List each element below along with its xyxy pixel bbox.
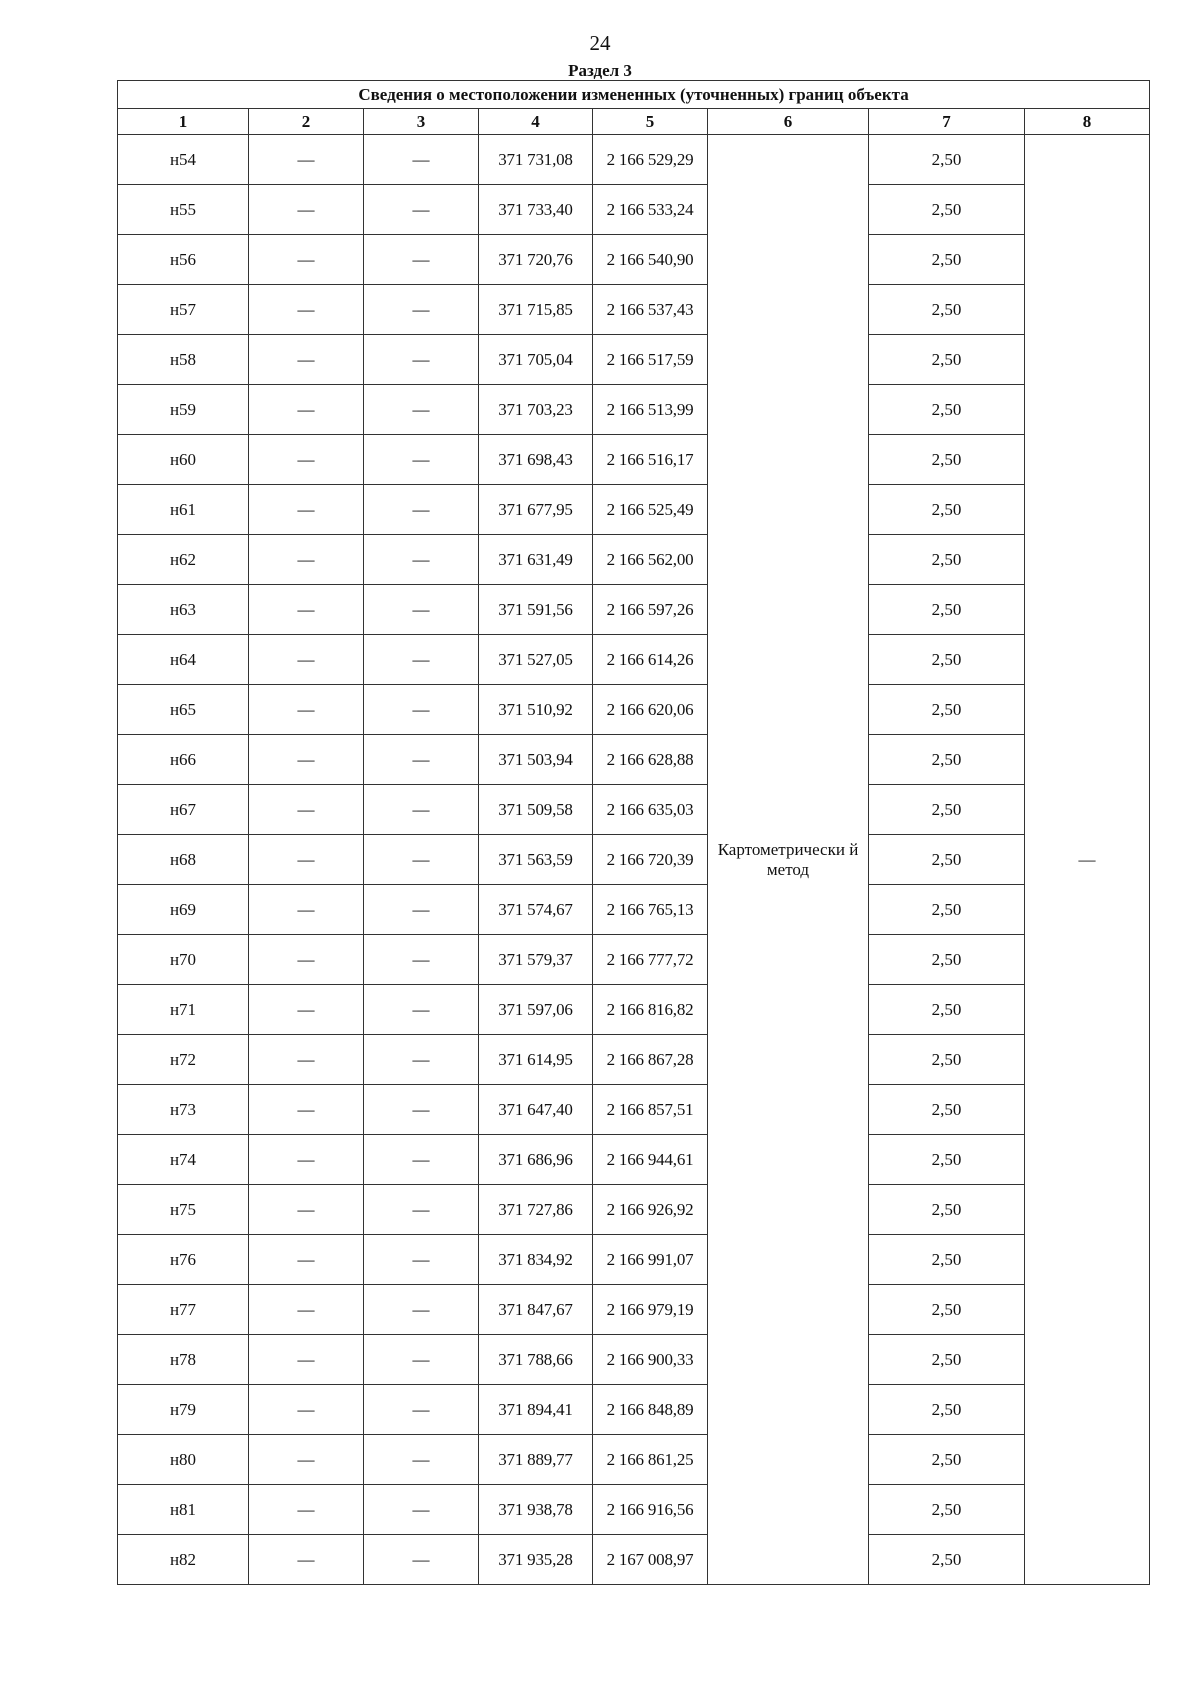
column-2-cell: —	[249, 1335, 364, 1385]
column-3-cell: —	[364, 835, 479, 885]
accuracy-cell: 2,50	[869, 1385, 1025, 1435]
column-2-cell: —	[249, 485, 364, 535]
table-row	[118, 1535, 1150, 1585]
column-2-cell: —	[249, 1435, 364, 1485]
column-3-cell: —	[364, 735, 479, 785]
accuracy-cell: 2,50	[869, 435, 1025, 485]
x-coordinate-cell: 371 677,95	[479, 485, 593, 535]
x-coordinate-cell: 371 614,95	[479, 1035, 593, 1085]
column-3-cell: —	[364, 1185, 479, 1235]
column-3-cell: —	[364, 185, 479, 235]
column-2-cell: —	[249, 885, 364, 935]
y-coordinate-cell: 2 166 620,06	[593, 685, 708, 735]
point-cell: н65	[118, 685, 249, 735]
column-3-cell: —	[364, 435, 479, 485]
y-coordinate-cell: 2 166 513,99	[593, 385, 708, 435]
point-cell: н71	[118, 985, 249, 1035]
x-coordinate-cell: 371 935,28	[479, 1535, 593, 1585]
x-coordinate-cell: 371 698,43	[479, 435, 593, 485]
y-coordinate-cell: 2 166 540,90	[593, 235, 708, 285]
table-row	[118, 285, 1150, 335]
column-2-cell: —	[249, 735, 364, 785]
y-coordinate-cell: 2 166 848,89	[593, 1385, 708, 1435]
y-coordinate-cell: 2 166 720,39	[593, 835, 708, 885]
table-row	[118, 185, 1150, 235]
accuracy-cell: 2,50	[869, 385, 1025, 435]
column-2-cell: —	[249, 835, 364, 885]
x-coordinate-cell: 371 510,92	[479, 685, 593, 735]
column-3-cell: —	[364, 485, 479, 535]
y-coordinate-cell: 2 166 533,24	[593, 185, 708, 235]
point-cell: н59	[118, 385, 249, 435]
column-3-cell: —	[364, 1235, 479, 1285]
column-number: 8	[1025, 109, 1150, 135]
x-coordinate-cell: 371 788,66	[479, 1335, 593, 1385]
point-cell: н75	[118, 1185, 249, 1235]
column-3-cell: —	[364, 1435, 479, 1485]
table-caption: Сведения о местоположении измененных (уточненных) границ объекта	[118, 81, 1150, 109]
table-body	[118, 81, 1150, 1585]
column-3-cell: —	[364, 635, 479, 685]
table-row	[118, 885, 1150, 935]
accuracy-cell: 2,50	[869, 585, 1025, 635]
column-2-cell: —	[249, 685, 364, 735]
column-number-row	[118, 109, 1150, 135]
y-coordinate-cell: 2 166 991,07	[593, 1235, 708, 1285]
x-coordinate-cell: 371 686,96	[479, 1135, 593, 1185]
column-2-cell: —	[249, 335, 364, 385]
column-3-cell: —	[364, 685, 479, 735]
accuracy-cell: 2,50	[869, 1285, 1025, 1335]
column-2-cell: —	[249, 1485, 364, 1535]
accuracy-cell: 2,50	[869, 1135, 1025, 1185]
y-coordinate-cell: 2 166 597,26	[593, 585, 708, 635]
x-coordinate-cell: 371 597,06	[479, 985, 593, 1035]
table-row	[118, 1035, 1150, 1085]
column-number: 7	[869, 109, 1025, 135]
accuracy-cell: 2,50	[869, 935, 1025, 985]
table-row	[118, 1085, 1150, 1135]
column-3-cell: —	[364, 585, 479, 635]
accuracy-cell: 2,50	[869, 835, 1025, 885]
x-coordinate-cell: 371 527,05	[479, 635, 593, 685]
x-coordinate-cell: 371 847,67	[479, 1285, 593, 1335]
accuracy-cell: 2,50	[869, 685, 1025, 735]
point-cell: н56	[118, 235, 249, 285]
accuracy-cell: 2,50	[869, 135, 1025, 185]
column-2-cell: —	[249, 1385, 364, 1435]
point-cell: н60	[118, 435, 249, 485]
point-cell: н69	[118, 885, 249, 935]
point-cell: н57	[118, 285, 249, 335]
y-coordinate-cell: 2 166 944,61	[593, 1135, 708, 1185]
column-3-cell: —	[364, 385, 479, 435]
column-3-cell: —	[364, 135, 479, 185]
accuracy-cell: 2,50	[869, 185, 1025, 235]
accuracy-cell: 2,50	[869, 785, 1025, 835]
accuracy-cell: 2,50	[869, 485, 1025, 535]
column-8-cell: —	[1025, 135, 1150, 1585]
column-3-cell: —	[364, 1085, 479, 1135]
point-cell: н70	[118, 935, 249, 985]
column-3-cell: —	[364, 1485, 479, 1535]
x-coordinate-cell: 371 727,86	[479, 1185, 593, 1235]
point-cell: н64	[118, 635, 249, 685]
table-row	[118, 1485, 1150, 1535]
y-coordinate-cell: 2 166 635,03	[593, 785, 708, 835]
column-number: 4	[479, 109, 593, 135]
point-cell: н62	[118, 535, 249, 585]
column-number: 1	[118, 109, 249, 135]
column-2-cell: —	[249, 635, 364, 685]
column-2-cell: —	[249, 235, 364, 285]
point-cell: н78	[118, 1335, 249, 1385]
y-coordinate-cell: 2 166 614,26	[593, 635, 708, 685]
method-cell: Картометрически й метод	[708, 135, 869, 1585]
y-coordinate-cell: 2 166 916,56	[593, 1485, 708, 1535]
x-coordinate-cell: 371 720,76	[479, 235, 593, 285]
column-2-cell: —	[249, 1135, 364, 1185]
column-number: 6	[708, 109, 869, 135]
column-2-cell: —	[249, 1185, 364, 1235]
column-2-cell: —	[249, 1285, 364, 1335]
table-row	[118, 1335, 1150, 1385]
point-cell: н79	[118, 1385, 249, 1435]
table-row	[118, 1185, 1150, 1235]
table-row	[118, 435, 1150, 485]
column-2-cell: —	[249, 985, 364, 1035]
x-coordinate-cell: 371 574,67	[479, 885, 593, 935]
coordinates-table	[117, 80, 1150, 1585]
y-coordinate-cell: 2 166 861,25	[593, 1435, 708, 1485]
accuracy-cell: 2,50	[869, 1485, 1025, 1535]
column-3-cell: —	[364, 785, 479, 835]
column-2-cell: —	[249, 1035, 364, 1085]
accuracy-cell: 2,50	[869, 735, 1025, 785]
point-cell: н82	[118, 1535, 249, 1585]
table-row	[118, 1285, 1150, 1335]
column-2-cell: —	[249, 185, 364, 235]
column-number: 3	[364, 109, 479, 135]
y-coordinate-cell: 2 166 867,28	[593, 1035, 708, 1085]
column-2-cell: —	[249, 935, 364, 985]
point-cell: н63	[118, 585, 249, 635]
column-3-cell: —	[364, 1035, 479, 1085]
point-cell: н72	[118, 1035, 249, 1085]
table-row	[118, 385, 1150, 435]
x-coordinate-cell: 371 894,41	[479, 1385, 593, 1435]
x-coordinate-cell: 371 563,59	[479, 835, 593, 885]
column-2-cell: —	[249, 1085, 364, 1135]
point-cell: н73	[118, 1085, 249, 1135]
y-coordinate-cell: 2 166 816,82	[593, 985, 708, 1035]
point-cell: н81	[118, 1485, 249, 1535]
column-3-cell: —	[364, 335, 479, 385]
accuracy-cell: 2,50	[869, 1035, 1025, 1085]
y-coordinate-cell: 2 166 537,43	[593, 285, 708, 335]
point-cell: н54	[118, 135, 249, 185]
y-coordinate-cell: 2 166 765,13	[593, 885, 708, 935]
column-2-cell: —	[249, 585, 364, 635]
accuracy-cell: 2,50	[869, 1435, 1025, 1485]
column-2-cell: —	[249, 435, 364, 485]
x-coordinate-cell: 371 715,85	[479, 285, 593, 335]
point-cell: н76	[118, 1235, 249, 1285]
point-cell: н68	[118, 835, 249, 885]
column-3-cell: —	[364, 935, 479, 985]
column-2-cell: —	[249, 1235, 364, 1285]
y-coordinate-cell: 2 166 900,33	[593, 1335, 708, 1385]
column-3-cell: —	[364, 535, 479, 585]
x-coordinate-cell: 371 705,04	[479, 335, 593, 385]
section-title: Раздел 3	[568, 61, 632, 80]
column-3-cell: —	[364, 1285, 479, 1335]
table-row	[118, 735, 1150, 785]
y-coordinate-cell: 2 167 008,97	[593, 1535, 708, 1585]
y-coordinate-cell: 2 166 857,51	[593, 1085, 708, 1135]
column-3-cell: —	[364, 985, 479, 1035]
accuracy-cell: 2,50	[869, 285, 1025, 335]
y-coordinate-cell: 2 166 926,92	[593, 1185, 708, 1235]
accuracy-cell: 2,50	[869, 535, 1025, 585]
column-3-cell: —	[364, 235, 479, 285]
column-3-cell: —	[364, 1535, 479, 1585]
column-3-cell: —	[364, 885, 479, 935]
point-cell: н66	[118, 735, 249, 785]
table-row	[118, 985, 1150, 1035]
x-coordinate-cell: 371 647,40	[479, 1085, 593, 1135]
x-coordinate-cell: 371 703,23	[479, 385, 593, 435]
table-row	[118, 485, 1150, 535]
column-2-cell: —	[249, 1535, 364, 1585]
table-row	[118, 835, 1150, 885]
column-3-cell: —	[364, 1135, 479, 1185]
x-coordinate-cell: 371 733,40	[479, 185, 593, 235]
table-row	[118, 585, 1150, 635]
accuracy-cell: 2,50	[869, 635, 1025, 685]
column-number: 2	[249, 109, 364, 135]
y-coordinate-cell: 2 166 529,29	[593, 135, 708, 185]
table-row	[118, 1135, 1150, 1185]
accuracy-cell: 2,50	[869, 335, 1025, 385]
column-3-cell: —	[364, 1385, 479, 1435]
x-coordinate-cell: 371 889,77	[479, 1435, 593, 1485]
x-coordinate-cell: 371 731,08	[479, 135, 593, 185]
table-row	[118, 1235, 1150, 1285]
table-row	[118, 135, 1150, 185]
accuracy-cell: 2,50	[869, 1535, 1025, 1585]
table-row	[118, 635, 1150, 685]
column-3-cell: —	[364, 1335, 479, 1385]
accuracy-cell: 2,50	[869, 1335, 1025, 1385]
column-2-cell: —	[249, 785, 364, 835]
table-caption-row	[118, 81, 1150, 109]
table-row	[118, 785, 1150, 835]
y-coordinate-cell: 2 166 777,72	[593, 935, 708, 985]
x-coordinate-cell: 371 503,94	[479, 735, 593, 785]
point-cell: н58	[118, 335, 249, 385]
table-row	[118, 1435, 1150, 1485]
x-coordinate-cell: 371 509,58	[479, 785, 593, 835]
column-2-cell: —	[249, 135, 364, 185]
accuracy-cell: 2,50	[869, 985, 1025, 1035]
point-cell: н77	[118, 1285, 249, 1335]
column-2-cell: —	[249, 535, 364, 585]
point-cell: н67	[118, 785, 249, 835]
column-number: 5	[593, 109, 708, 135]
x-coordinate-cell: 371 834,92	[479, 1235, 593, 1285]
x-coordinate-cell: 371 591,56	[479, 585, 593, 635]
x-coordinate-cell: 371 631,49	[479, 535, 593, 585]
column-3-cell: —	[364, 285, 479, 335]
x-coordinate-cell: 371 579,37	[479, 935, 593, 985]
table-row	[118, 1385, 1150, 1435]
accuracy-cell: 2,50	[869, 1085, 1025, 1135]
point-cell: н74	[118, 1135, 249, 1185]
y-coordinate-cell: 2 166 525,49	[593, 485, 708, 535]
accuracy-cell: 2,50	[869, 235, 1025, 285]
accuracy-cell: 2,50	[869, 885, 1025, 935]
accuracy-cell: 2,50	[869, 1185, 1025, 1235]
page-number: 24	[589, 31, 611, 55]
column-2-cell: —	[249, 385, 364, 435]
table-row	[118, 535, 1150, 585]
point-cell: н80	[118, 1435, 249, 1485]
y-coordinate-cell: 2 166 516,17	[593, 435, 708, 485]
table-row	[118, 335, 1150, 385]
table-row	[118, 685, 1150, 735]
y-coordinate-cell: 2 166 517,59	[593, 335, 708, 385]
y-coordinate-cell: 2 166 628,88	[593, 735, 708, 785]
table-row	[118, 235, 1150, 285]
y-coordinate-cell: 2 166 562,00	[593, 535, 708, 585]
point-cell: н55	[118, 185, 249, 235]
x-coordinate-cell: 371 938,78	[479, 1485, 593, 1535]
point-cell: н61	[118, 485, 249, 535]
table-row	[118, 935, 1150, 985]
column-2-cell: —	[249, 285, 364, 335]
accuracy-cell: 2,50	[869, 1235, 1025, 1285]
y-coordinate-cell: 2 166 979,19	[593, 1285, 708, 1335]
